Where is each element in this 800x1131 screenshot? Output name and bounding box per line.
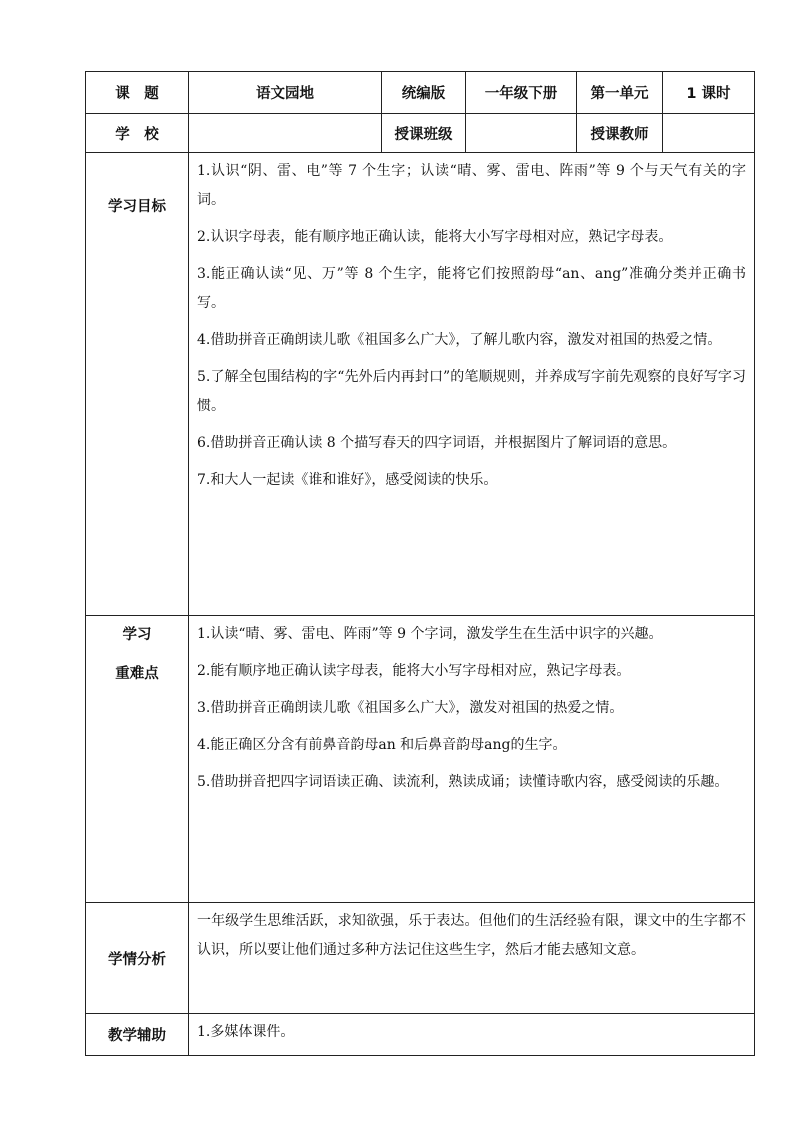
aids-row — [86, 1014, 755, 1056]
analysis-row — [86, 903, 755, 1014]
header-row-school — [86, 114, 755, 153]
teacher-value — [663, 114, 755, 153]
class-label: 授课班级 — [382, 114, 466, 153]
analysis-content — [189, 903, 755, 1014]
objective-item: 4.借助拼音正确朗读儿歌《祖国多么广大》，了解儿歌内容，激发对祖国的热爱之情。 — [197, 332, 722, 348]
objective-item: 7.和大人一起读《谁和谁好》，感受阅读的快乐。 — [197, 472, 498, 488]
key-point-item: 1.认读“晴、雾、雷电、阵雨”等 9 个字词，激发学生在生活中识字的兴趣。 — [197, 626, 663, 642]
school-value — [189, 114, 382, 153]
key-points-label — [86, 616, 189, 903]
objective-item: 1.认识“阴、雷、电”等 7 个生字；认读“晴、雾、雷电、阵雨”等 9 个与天气有关的字词。 — [197, 163, 746, 208]
key-points-label-line2: 重难点 — [115, 665, 159, 682]
header-row-topic — [86, 72, 755, 114]
objective-item: 3.能正确认读“见、万”等 8 个生字，能将它们按照韵母“an、ang”准确分类并正确书写。 — [197, 266, 746, 311]
key-points-row — [86, 616, 755, 903]
analysis-label: 学情分析 — [86, 903, 189, 1014]
lesson-plan-table — [85, 71, 755, 1056]
key-point-item: 5.借助拼音把四字词语读正确、读流利，熟读成诵；读懂诗歌内容，感受阅读的乐趣。 — [197, 774, 729, 790]
hours-value: 1 课时 — [663, 72, 755, 114]
grade-value: 一年级下册 — [466, 72, 577, 114]
key-point-item: 4.能正确区分含有前鼻音韵母an 和后鼻音韵母ang的生字。 — [197, 737, 567, 753]
objectives-label: 学习目标 — [86, 153, 189, 616]
objective-item: 2.认识字母表，能有顺序地正确认读，能将大小写字母相对应，熟记字母表。 — [197, 229, 673, 245]
edition-value: 统编版 — [382, 72, 466, 114]
analysis-text: 一年级学生思维活跃，求知欲强，乐于表达。但他们的生活经验有限，课文中的生字都不认识，所以要让他们通过多种方法记住这些生字，然后才能去感知文意。 — [197, 913, 746, 958]
unit-value: 第一单元 — [577, 72, 663, 114]
key-point-item: 3.借助拼音正确朗读儿歌《祖国多么广大》，激发对祖国的热爱之情。 — [197, 700, 624, 716]
topic-label: 课 题 — [86, 72, 189, 114]
key-points-content — [189, 616, 755, 903]
objectives-content — [189, 153, 755, 616]
aids-content — [189, 1014, 755, 1056]
school-label: 学 校 — [86, 114, 189, 153]
key-points-label-line1: 学习 — [122, 627, 152, 643]
teacher-label: 授课教师 — [577, 114, 663, 153]
key-point-item: 2.能有顺序地正确认读字母表，能将大小写字母相对应，熟记字母表。 — [197, 663, 631, 679]
objective-item: 5.了解全包围结构的字“先外后内再封口”的笔顺规则，并养成写字前先观察的良好写字习惯。 — [197, 369, 746, 414]
aids-label: 教学辅助 — [86, 1014, 189, 1056]
class-value — [466, 114, 577, 153]
objectives-row — [86, 153, 755, 616]
aids-item: 1.多媒体课件。 — [197, 1024, 295, 1040]
topic-value: 语文园地 — [189, 72, 382, 114]
objective-item: 6.借助拼音正确认读 8 个描写春天的四字词语，并根据图片了解词语的意思。 — [197, 435, 677, 451]
